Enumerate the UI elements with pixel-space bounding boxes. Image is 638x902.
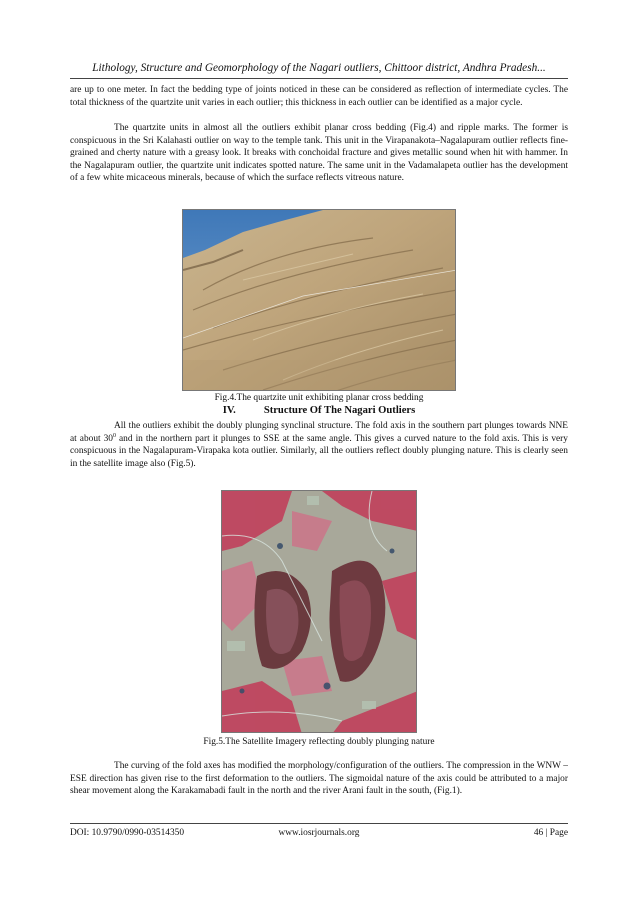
figure-4-caption: Fig.4.The quartzite unit exhibiting planar cross bedding	[214, 393, 424, 403]
section-heading	[70, 405, 568, 416]
paragraph-3	[70, 420, 568, 470]
footer-doi: DOI: 10.9790/0990-03514350	[70, 828, 185, 838]
paragraph-3-part-a: All the outliers exhibit the doubly plunging synclinal structure. The fold axis in the southern part plunges towards NNE at about 30	[70, 421, 568, 444]
figure-5-caption: Fig.5.The Satellite Imagery reflecting doubly plunging nature	[203, 737, 435, 747]
header-rule	[70, 78, 568, 79]
running-header: Lithology, Structure and Geomorphology of the Nagari outliers, Chittoor district, Andhra Pradesh...	[92, 62, 546, 74]
paragraph-2: The quartzite units in almost all the outliers exhibit planar cross bedding (Fig.4) and ripple marks. The former is conspicuous in the Sri Kalahasti outlier on way to the temple tank. This unit in the Virapanakota–Nagalapuram outlier reflects fine-grained and cherty nature with a greasy look. It breaks with conchoidal fracture and gives metallic sound when hit with hammer. In the Nagalapuram outlier, the quartzite unit indicates spotted nature. The same unit in the Vadamalapeta outlier has the development of a few white micaceous minerals, because of which the surface reflects vitreous nature.	[70, 123, 568, 184]
paragraph-1: are up to one meter. In fact the bedding type of joints noticed in these can be considered as reflection of intermediate cycles. The total thickness of the quartzite unit varies in each outlier; this thickness in each outlier can be identified as a major cycle.	[70, 85, 568, 108]
figure-5-satellite-image	[221, 490, 417, 733]
paragraph-3-part-b: and in the northern part it plunges to SSE at the same angle. This gives a curved nature to the fold axis. This is very conspicuous in the Nagalapuram-Virapaka kota outlier. Similarly, all the outliers reflect doubly plunging nature. This is clearly seen in the satellite image also (Fig.5).	[70, 433, 568, 469]
section-title: Structure Of The Nagari Outliers	[263, 405, 416, 416]
figure-4-photo	[182, 209, 456, 391]
degree-superscript: 0	[113, 432, 116, 439]
paragraph-4: The curving of the fold axes has modified the morphology/configuration of the outliers. The compression in the WNW – ESE direction has given rise to the first deformation to the outliers. The sigmoidal nature of the axis could be attributed to a major shear movement along the Karakamabadi fault in the north and the river Arani fault in the south, (Fig.1).	[70, 761, 568, 797]
footer-site: www.iosrjournals.org	[278, 828, 360, 838]
footer-rule	[70, 823, 568, 824]
quartzite-outcrop-image	[183, 210, 456, 391]
footer-page-number: 46 | Page	[533, 828, 568, 838]
satellite-imagery	[222, 491, 417, 733]
section-number: IV.	[222, 405, 236, 416]
